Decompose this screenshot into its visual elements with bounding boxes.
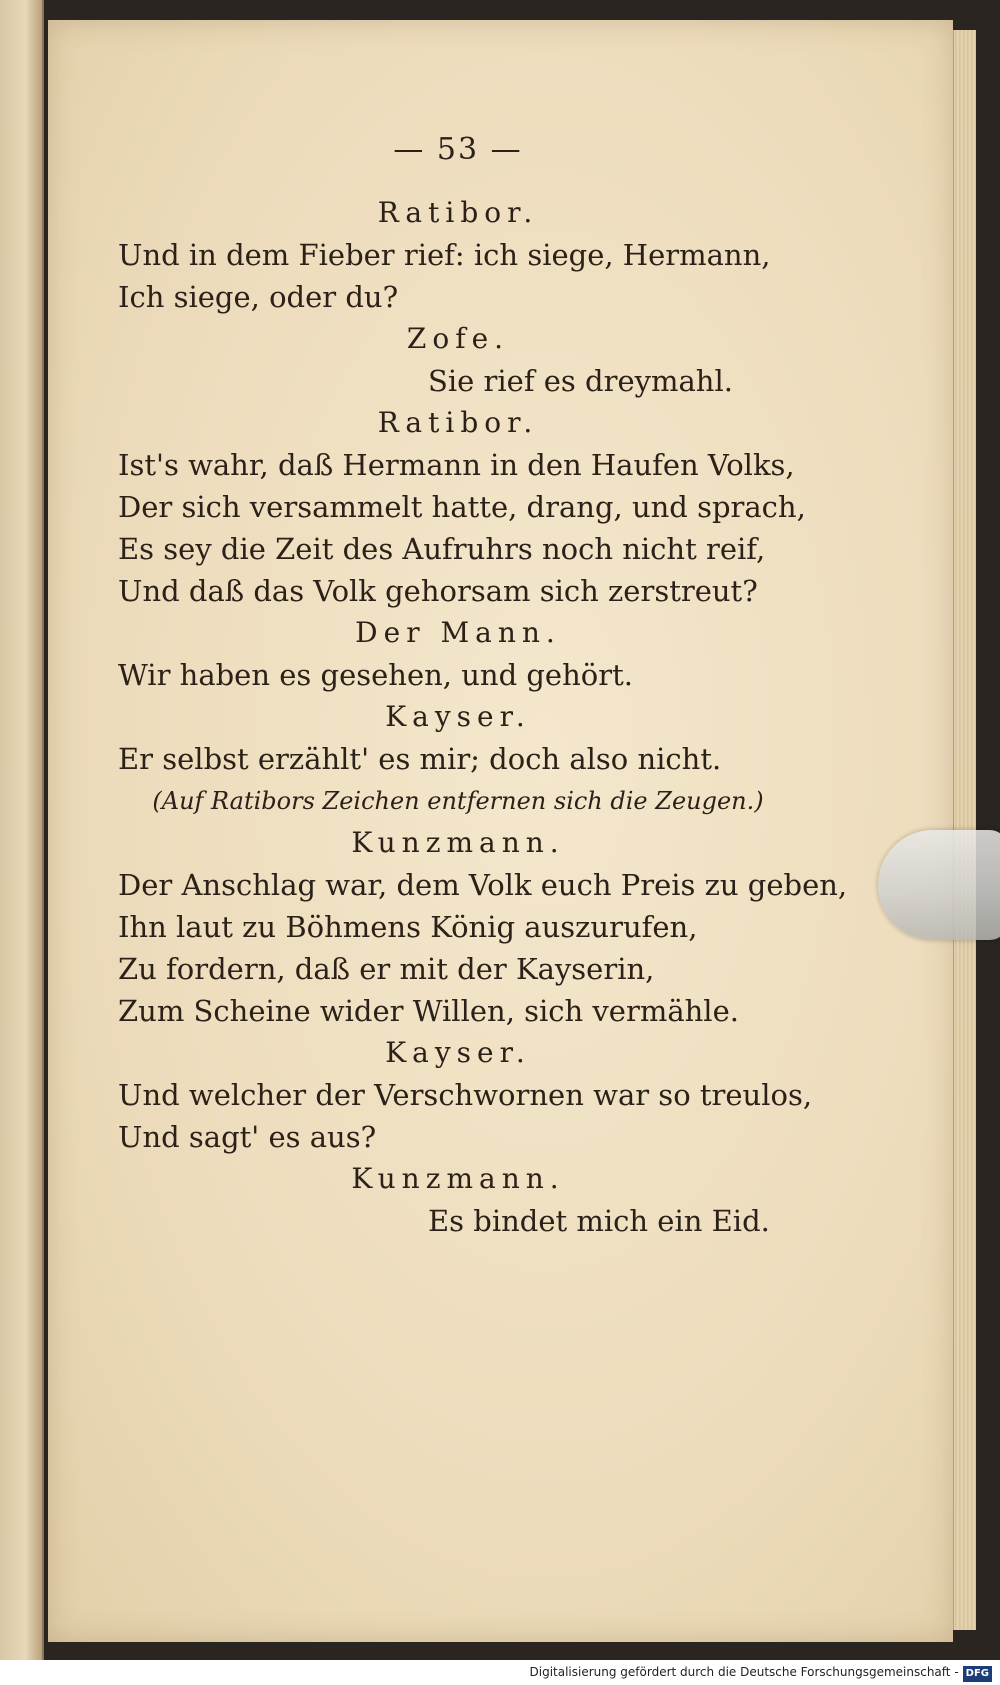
verse-line: Und sagt' es aus? [118,1120,377,1154]
left-page-edge [0,0,44,1660]
verse-line: Ist's wahr, daß Hermann in den Haufen Volks, [118,448,795,482]
speaker-name: Kayser. [385,1036,531,1069]
verse-line: Und daß das Volk gehorsam sich zerstreut? [118,574,758,608]
page-text [118,120,848,1242]
footer [0,1660,1000,1685]
verse-line: Es sey die Zeit des Aufruhrs noch nicht reif, [118,532,766,566]
verse-line: Ihn laut zu Böhmens König auszurufen, [118,910,698,944]
verse-line: Und welcher der Verschwornen war so treulos, [118,1078,813,1112]
speaker-name: Kunzmann. [351,826,565,859]
dfg-logo: DFG [963,1666,992,1682]
page-number: — 53 — [393,132,523,167]
verse-line: Er selbst erzählt' es mir; doch also nicht. [118,742,722,776]
verse-line: Zu fordern, daß er mit der Kayserin, [118,952,655,986]
speaker-name: Ratibor. [377,406,539,439]
verse-line: Ich siege, oder du? [118,280,399,314]
verse-line: Der Anschlag war, dem Volk euch Preis zu geben, [118,868,848,902]
verse-line: Wir haben es gesehen, und gehört. [118,658,633,692]
speaker-name: Kunzmann. [351,1162,565,1195]
verse-line: Sie rief es dreymahl. [428,364,733,398]
stage-direction: (Auf Ratibors Zeichen entfernen sich die Zeugen.) [152,787,764,815]
footer-credit: Digitalisierung gefördert durch die Deutsche Forschungsgemeinschaft - [529,1665,959,1679]
speaker-name: Kayser. [385,700,531,733]
verse-line: Der sich versammelt hatte, drang, und sprach, [118,490,806,524]
speaker-name: Der Mann. [355,616,561,649]
thumb-holder [878,830,1000,940]
verse-line: Es bindet mich ein Eid. [428,1204,770,1238]
verse-line: Zum Scheine wider Willen, sich vermähle. [118,994,739,1028]
verse-line: Und in dem Fieber rief: ich siege, Hermann, [118,238,771,272]
speaker-name: Ratibor. [377,196,539,229]
text-lines [118,192,848,1242]
speaker-name: Zofe. [406,322,510,355]
